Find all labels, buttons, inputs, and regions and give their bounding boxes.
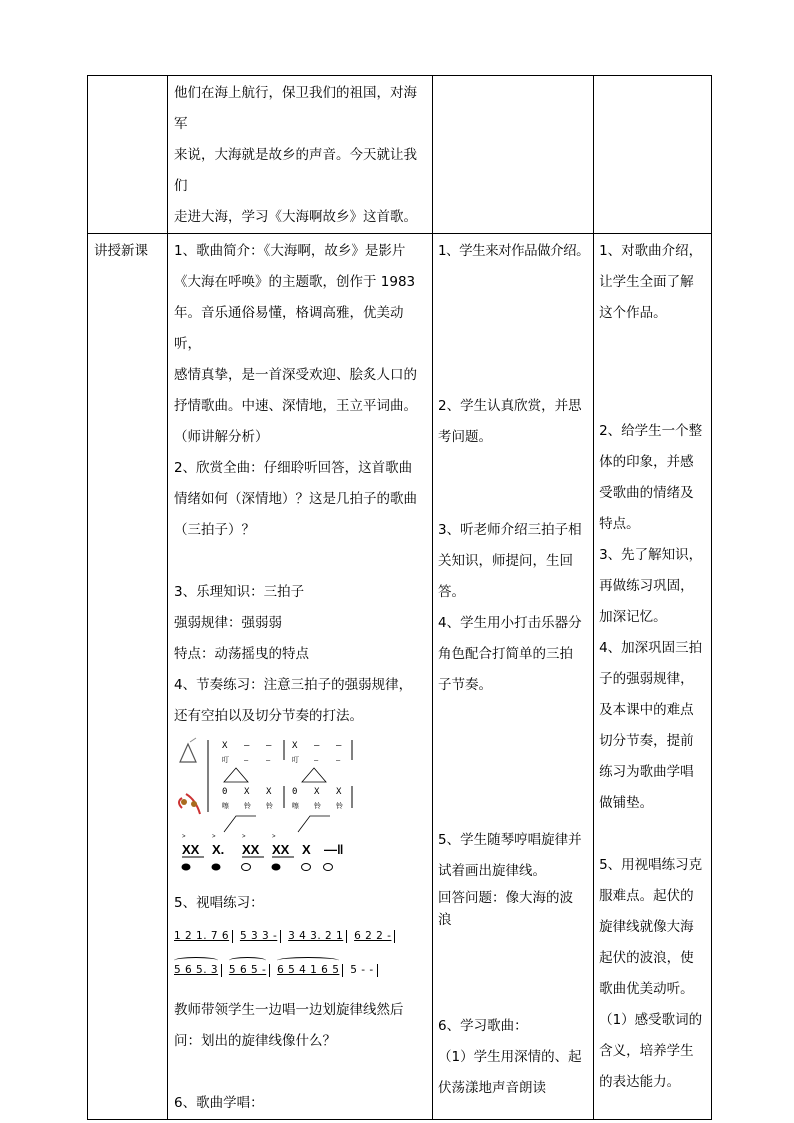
- student-activity-cell-empty: [433, 76, 594, 234]
- text-line: 感情真挚，是一首深受欢迎、脍炙人口的: [174, 367, 417, 383]
- solfa-measure: 6 2 2 -: [354, 930, 392, 942]
- rhythm-note: X.: [212, 842, 225, 857]
- solfa-measure: 5 6 5 -: [229, 961, 266, 979]
- rhythm-syllable: 铃: [244, 802, 251, 810]
- text-line: 5、视唱练习：: [174, 895, 264, 911]
- open-note-icon: [324, 864, 333, 871]
- text-line: 1、学生来对作品做介绍。: [438, 243, 590, 259]
- rhythm-symbol: X: [266, 787, 272, 797]
- rhythm-symbol: —: [244, 741, 250, 751]
- svg-text:>: >: [212, 834, 216, 840]
- sight-singing-line-1: [174, 927, 428, 945]
- text-line: 强弱规律：强弱弱: [174, 615, 282, 631]
- spacer: [599, 329, 707, 416]
- rhythm-symbol: X: [222, 741, 228, 751]
- svg-text:>: >: [182, 834, 186, 840]
- table-row-intro: [88, 76, 712, 234]
- text-line: 走进大海，学习《大海啊故乡》这首歌。: [174, 209, 417, 225]
- text-line: 抒情歌曲。中速、深情地，王立平词曲。: [174, 398, 417, 414]
- text-line: 角色配合打简单的三拍: [438, 646, 573, 662]
- text-line: 含义，培养学生: [599, 1043, 694, 1059]
- rhythm-symbol: —: [314, 741, 320, 751]
- text-line: 2、学生认真欣赏，并思: [438, 398, 582, 414]
- text-line: 年。音乐通俗易懂，格调高雅，优美动听，: [174, 305, 404, 352]
- solfa-measure: 5 3 3 -: [239, 930, 278, 942]
- text-line: 切分节奏，提前: [599, 733, 694, 749]
- rhythm-symbol: X: [336, 787, 342, 797]
- text-line: 2、欣赏全曲：仔细聆听回答，这首歌曲: [174, 460, 413, 476]
- rhythm-note: X: [302, 842, 311, 857]
- rhythm-syllable: —: [266, 756, 271, 764]
- bell-instrument-icon: [179, 794, 200, 814]
- triangle-mark: [224, 768, 248, 782]
- text-line: 试着画出旋律线。: [438, 863, 546, 879]
- solfa-measure: 3 4 3. 2 1: [288, 930, 344, 942]
- text-line: 再做练习巩固，: [599, 578, 694, 594]
- rhythm-notation: [174, 736, 428, 888]
- text-line: 特点。: [599, 516, 640, 532]
- text-line: （1）感受歌词的: [599, 1012, 703, 1028]
- text-line: 6、歌曲学唱：: [174, 1095, 264, 1111]
- spacer: [174, 546, 428, 577]
- rhythm-syllable: —: [244, 756, 249, 764]
- text-line: 让学生全面了解: [599, 274, 694, 290]
- text-line: 加深记忆。: [599, 609, 667, 625]
- solfa-measure: 5 - -: [350, 964, 374, 976]
- triangle-instrument-icon: [180, 738, 196, 762]
- svg-text:>: >: [242, 834, 246, 840]
- lesson-plan-table: [87, 75, 712, 1120]
- rhythm-syllable: 嚓: [222, 802, 229, 810]
- rhythm-syllable: 铃: [314, 802, 321, 810]
- text-line: 1、对歌曲介绍，: [599, 243, 703, 259]
- text-line: 3、先了解知识，: [599, 547, 703, 563]
- text-line: 的表达能力。: [599, 1074, 681, 1090]
- text-line: 情绪如何（深情地）？这是几拍子的歌曲: [174, 491, 417, 507]
- text-line: 《大海在呼唤》的主题歌，创作于 1983: [174, 274, 416, 290]
- rhythm-note: XX: [182, 842, 200, 857]
- text-line: 服难点。起伏的: [599, 888, 694, 904]
- text-line: 起伏的波浪，使: [599, 950, 694, 966]
- spacer: [174, 1057, 428, 1088]
- solfa-measure: 1 2 1. 7 6: [174, 930, 230, 942]
- text-line: 1、歌曲简介：《大海啊，故乡》是影片: [174, 243, 406, 259]
- teacher-activity-cell: [168, 234, 433, 1120]
- text-line: 旋律线就像大海: [599, 919, 694, 935]
- text-line: 子节奏。: [438, 677, 492, 693]
- spacer: [438, 267, 589, 391]
- text-line: 他们在海上航行，保卫我们的祖国，对海军: [174, 85, 417, 132]
- text-line: 4、节奏练习：注意三拍子的强弱规律，: [174, 677, 413, 693]
- text-line: 还有空拍以及切分节奏的打法。: [174, 708, 363, 724]
- design-intent-cell: [594, 234, 712, 1120]
- svg-text:>: >: [272, 834, 276, 840]
- text-line: 回答问题：像大海的波: [438, 890, 573, 906]
- rhythm-syllable: 叮: [222, 756, 229, 764]
- text-line: 考问题。: [438, 429, 492, 445]
- text-line: 伏荡漾地声音朗读: [438, 1080, 546, 1096]
- text-line: 5、用视唱练习克: [599, 857, 703, 873]
- teacher-activity-cell: [168, 76, 433, 234]
- open-note-icon: [242, 864, 251, 871]
- text-line: 3、听老师介绍三拍子相: [438, 522, 582, 538]
- rhythm-syllable: —: [336, 756, 341, 764]
- solfa-measure: 6 5 4 1 6 5: [277, 961, 339, 979]
- text-line: 子的强弱规律，: [599, 671, 694, 687]
- text-line: 关知识，师提问，生回: [438, 553, 573, 569]
- rhythm-symbol: —: [266, 741, 272, 751]
- text-line: 及本课中的难点: [599, 702, 694, 718]
- rhythm-symbol: X: [314, 787, 320, 797]
- text-line: 浪: [438, 912, 452, 928]
- text-line: 6、学习歌曲：: [438, 1018, 528, 1034]
- rhythm-figure: [174, 736, 424, 888]
- text-line: 体的印象，并感: [599, 454, 694, 470]
- text-line: 特点：动荡摇曳的特点: [174, 646, 309, 662]
- text-line: 来说，大海就是故乡的声音。今天就让我们: [174, 147, 417, 194]
- rhythm-symbol: X: [244, 787, 250, 797]
- open-note-icon: [302, 864, 311, 871]
- rhythm-symbol: 0: [292, 787, 298, 797]
- rhythm-note: XX: [272, 842, 290, 857]
- stage-cell-empty: [88, 76, 168, 234]
- bell-stroke-mark: [298, 816, 330, 832]
- rhythm-syllable: 叮: [292, 756, 299, 764]
- text-line: （三拍子）？: [174, 522, 255, 538]
- rhythm-syllable: 铃: [266, 802, 273, 810]
- text-line: 4、加深巩固三拍: [599, 640, 703, 656]
- rhythm-syllable: —: [314, 756, 319, 764]
- text-line: 教师带领学生一边唱一边划旋律线然后: [174, 1002, 404, 1018]
- text-line: 3、乐理知识：三拍子: [174, 584, 305, 600]
- rhythm-syllable: 铃: [336, 802, 343, 810]
- text-line: 2、给学生一个整: [599, 423, 703, 439]
- sight-singing-line-2: [174, 961, 428, 979]
- text-line: 这个作品。: [599, 305, 667, 321]
- text-line: 练习为歌曲学唱: [599, 764, 694, 780]
- rhythm-symbol: —: [336, 741, 342, 751]
- rhythm-syllable: 嚓: [292, 802, 299, 810]
- design-intent-cell-empty: [594, 76, 712, 234]
- stage-label: 讲授新课: [94, 243, 148, 259]
- rhythm-note: —‖: [324, 842, 344, 857]
- filled-note-icon: [182, 864, 191, 871]
- spacer: [438, 931, 589, 1011]
- table-row-new-lesson: [88, 234, 712, 1120]
- filled-note-icon: [212, 864, 221, 871]
- triangle-mark: [302, 768, 326, 782]
- bell-stroke-mark: [224, 816, 256, 832]
- spacer: [438, 701, 589, 825]
- text-line: 问：划出的旋律线像什么？: [174, 1033, 336, 1049]
- text-line: 4、学生用小打击乐器分: [438, 615, 582, 631]
- solfa-measure: 5 6 5. 3: [174, 961, 218, 979]
- text-line: 做铺垫。: [599, 795, 654, 811]
- text-line: 答。: [438, 584, 465, 600]
- rhythm-note: XX: [242, 842, 260, 857]
- text-line: （师讲解分析）: [174, 429, 269, 445]
- stage-cell: [88, 234, 168, 1120]
- filled-note-icon: [272, 864, 281, 871]
- spacer: [438, 453, 589, 515]
- rhythm-symbol: 0: [222, 787, 228, 797]
- text-line: 受歌曲的情绪及: [599, 485, 694, 501]
- text-line: 5、学生随琴哼唱旋律并: [438, 832, 582, 848]
- rhythm-symbol: X: [292, 741, 298, 751]
- student-activity-cell: [433, 234, 594, 1120]
- text-line: 歌曲优美动听。: [599, 981, 694, 997]
- text-line: （1）学生用深情的、起: [438, 1049, 582, 1065]
- spacer: [599, 819, 707, 850]
